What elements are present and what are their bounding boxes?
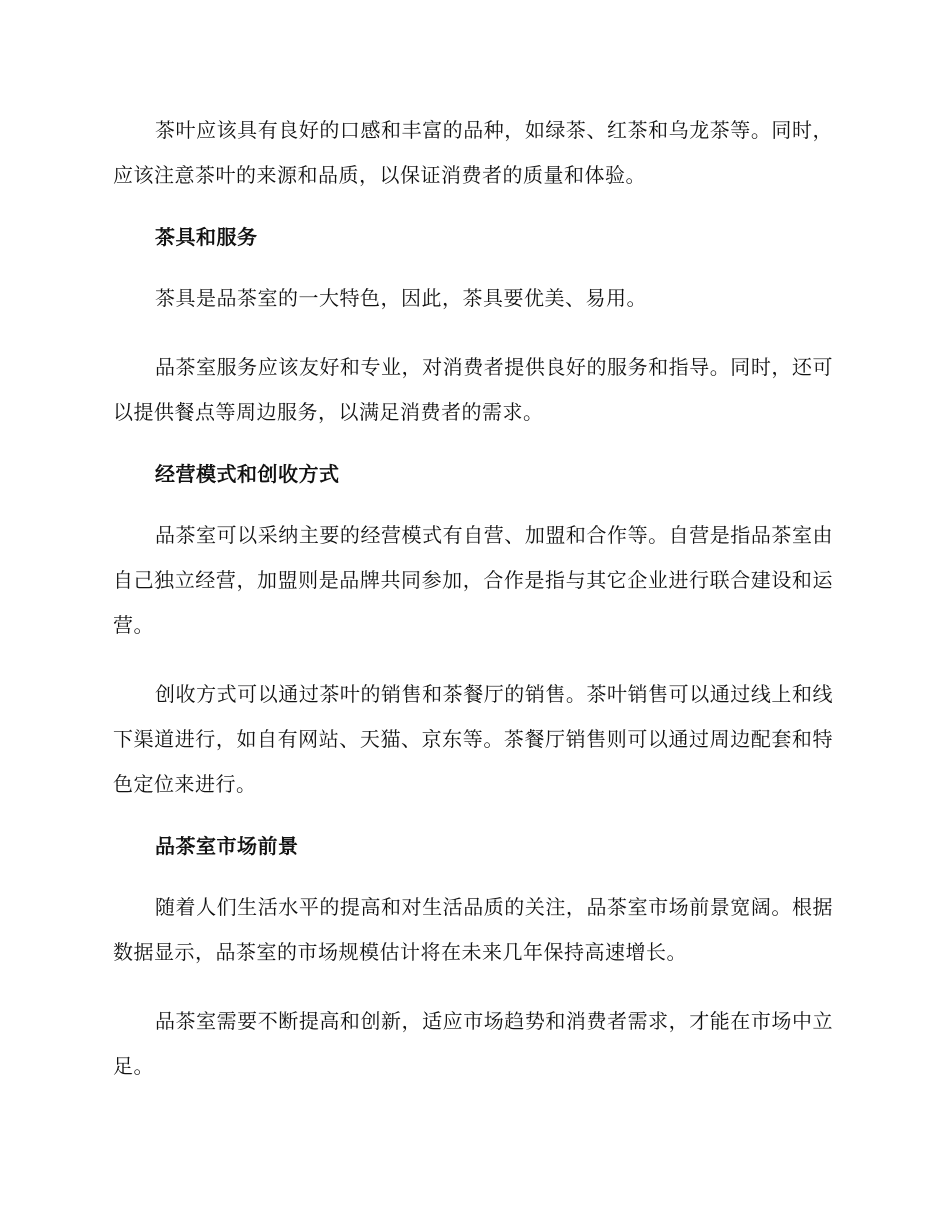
- section-heading-business-model: 经营模式和创收方式: [155, 462, 340, 486]
- paragraph-innovation: 品茶室需要不断提高和创新，适应市场趋势和消费者需求，才能在市场中立足。: [113, 1009, 833, 1078]
- paragraph-business-model: 品茶室可以采纳主要的经营模式有自营、加盟和合作等。自营是指品茶室由自己独立经营，加盟则是品牌共同参加，合作是指与其它企业进行联合建设和运营。: [113, 523, 833, 637]
- section-heading-teaware-service: 茶具和服务: [155, 225, 258, 249]
- paragraph-tea-quality: 茶叶应该具有良好的口感和丰富的品种，如绿茶、红茶和乌龙茶等。同时，应该注意茶叶的来源和品质，以保证消费者的质量和体验。: [113, 118, 833, 187]
- paragraph-teaware: 茶具是品茶室的一大特色，因此，茶具要优美、易用。: [155, 286, 647, 310]
- paragraph-market-growth: 随着人们生活水平的提高和对生活品质的关注，品茶室市场前景宽阔。根据数据显示，品茶室的市场规模估计将在未来几年保持高速增长。: [113, 895, 833, 964]
- section-heading-market-outlook: 品茶室市场前景: [155, 834, 299, 858]
- paragraph-revenue: 创收方式可以通过茶叶的销售和茶餐厅的销售。茶叶销售可以通过线上和线下渠道进行，如自有网站、天猫、京东等。茶餐厅销售则可以通过周边配套和特色定位来进行。: [113, 682, 833, 796]
- document-body: [113, 108, 833, 1113]
- paragraph-service: 品茶室服务应该友好和专业，对消费者提供良好的服务和指导。同时，还可以提供餐点等周边服务，以满足消费者的需求。: [113, 355, 833, 424]
